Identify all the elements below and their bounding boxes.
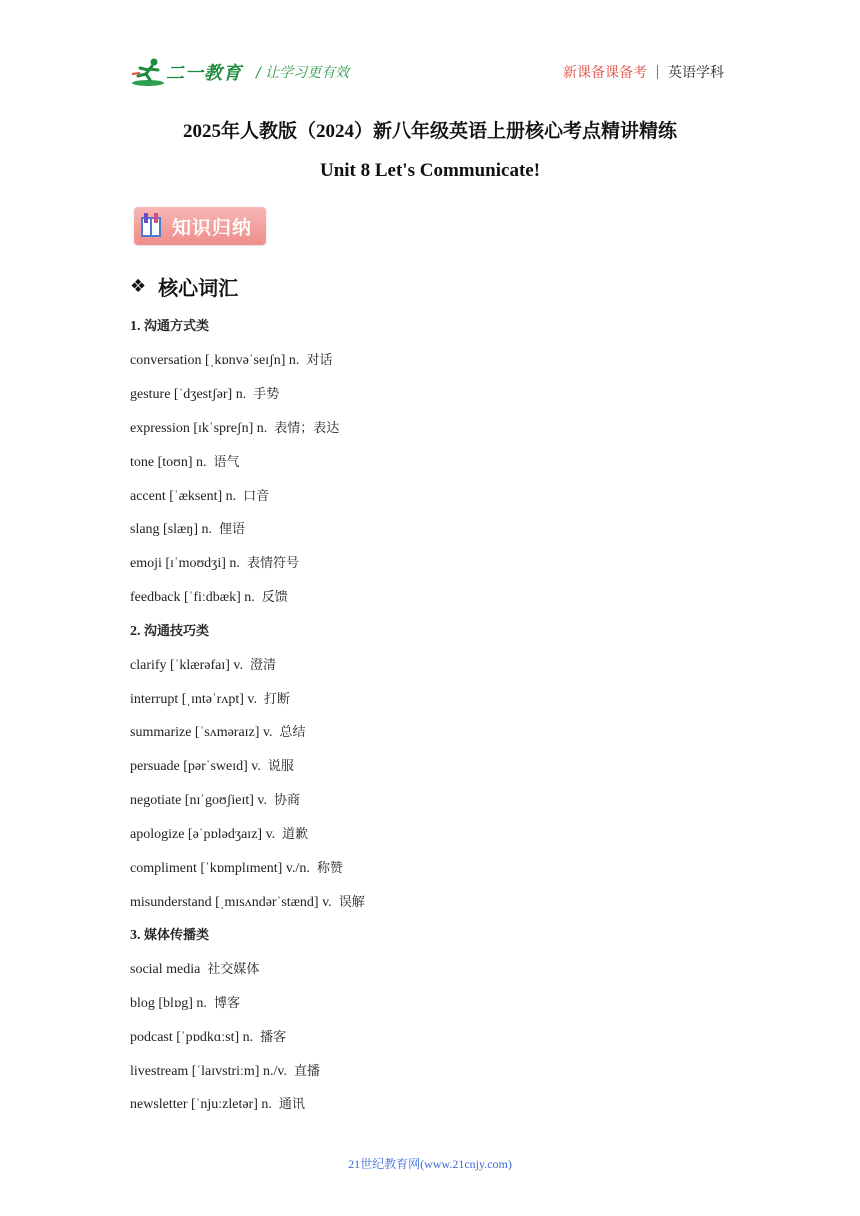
vocab-item: negotiate [nɪˈgoʊʃieɪt] v. 协商 (130, 793, 301, 808)
book-icon (140, 213, 162, 239)
group-heading: 1. 沟通方式类 (130, 319, 210, 334)
vocab-item: accent [ˈæksent] n. 口音 (130, 489, 270, 504)
document-title: 2025年人教版（2024）新八年级英语上册核心考点精讲精练 (182, 121, 677, 142)
header-divider (657, 65, 658, 79)
header-right (563, 62, 724, 82)
vocab-item: clarify [ˈklærəfaɪ] v. 澄清 (130, 658, 276, 673)
vocab-item: summarize [ˈsʌməraɪz] v. 总结 (130, 725, 306, 740)
header-course-label: 新课备课备考 (563, 65, 647, 81)
logo-text: 二一教育 (166, 63, 242, 84)
vocab-item: apologize [əˈpɒlədʒaɪz] v. 道歉 (130, 827, 309, 842)
vocab-item: feedback [ˈfiːdbæk] n. 反馈 (130, 590, 288, 605)
vocab-item: newsletter [ˈnjuːzletər] n. 通讯 (130, 1097, 305, 1112)
runner-logo-icon (130, 56, 168, 88)
section-heading (130, 272, 238, 301)
vocab-item: blog [blɒg] n. 博客 (130, 996, 240, 1011)
vocab-item: livestream [ˈlaɪvstriːm] n./v. 直播 (130, 1064, 320, 1079)
logo (130, 56, 242, 88)
section-title: 核心词汇 (158, 276, 239, 300)
group-heading: 3. 媒体传播类 (130, 928, 210, 943)
page-footer: 21世纪教育网(www.21cnjy.com) (348, 1157, 512, 1171)
vocab-item: compliment [ˈkɒmplɪment] v./n. 称赞 (130, 861, 343, 876)
knowledge-summary-badge (134, 207, 266, 245)
vocab-item: slang [slæŋ] n. 俚语 (130, 522, 245, 537)
document-subtitle: Unit 8 Let's Communicate! (319, 160, 541, 181)
diamond-bullet-icon: ❖ (130, 276, 147, 297)
group-heading: 2. 沟通技巧类 (130, 624, 210, 639)
vocab-item: conversation [ˌkɒnvəˈseɪʃn] n. 对话 (130, 353, 333, 368)
vocab-item: social media 社交媒体 (130, 962, 260, 977)
vocab-item: interrupt [ˌɪntəˈrʌpt] v. 打断 (130, 692, 291, 707)
header-slogan: / 让学习更有效 (256, 65, 350, 81)
vocab-item: misunderstand [ˌmɪsʌndərˈstænd] v. 误解 (130, 895, 365, 910)
vocab-item: emoji [ɪˈmoʊdʒi] n. 表情符号 (130, 556, 299, 571)
badge-label: 知识归纳 (172, 217, 253, 239)
vocab-item: tone [toʊn] n. 语气 (130, 455, 240, 470)
vocab-item: persuade [pərˈsweɪd] v. 说服 (130, 759, 294, 774)
page-header (130, 54, 724, 90)
header-subject: 英语学科 (668, 65, 724, 81)
vocab-item: expression [ɪkˈspreʃn] n. 表情；表达 (130, 421, 340, 436)
vocab-item: gesture [ˈdʒestʃər] n. 手势 (130, 387, 280, 402)
vocab-item: podcast [ˈpɒdkɑːst] n. 播客 (130, 1030, 287, 1045)
